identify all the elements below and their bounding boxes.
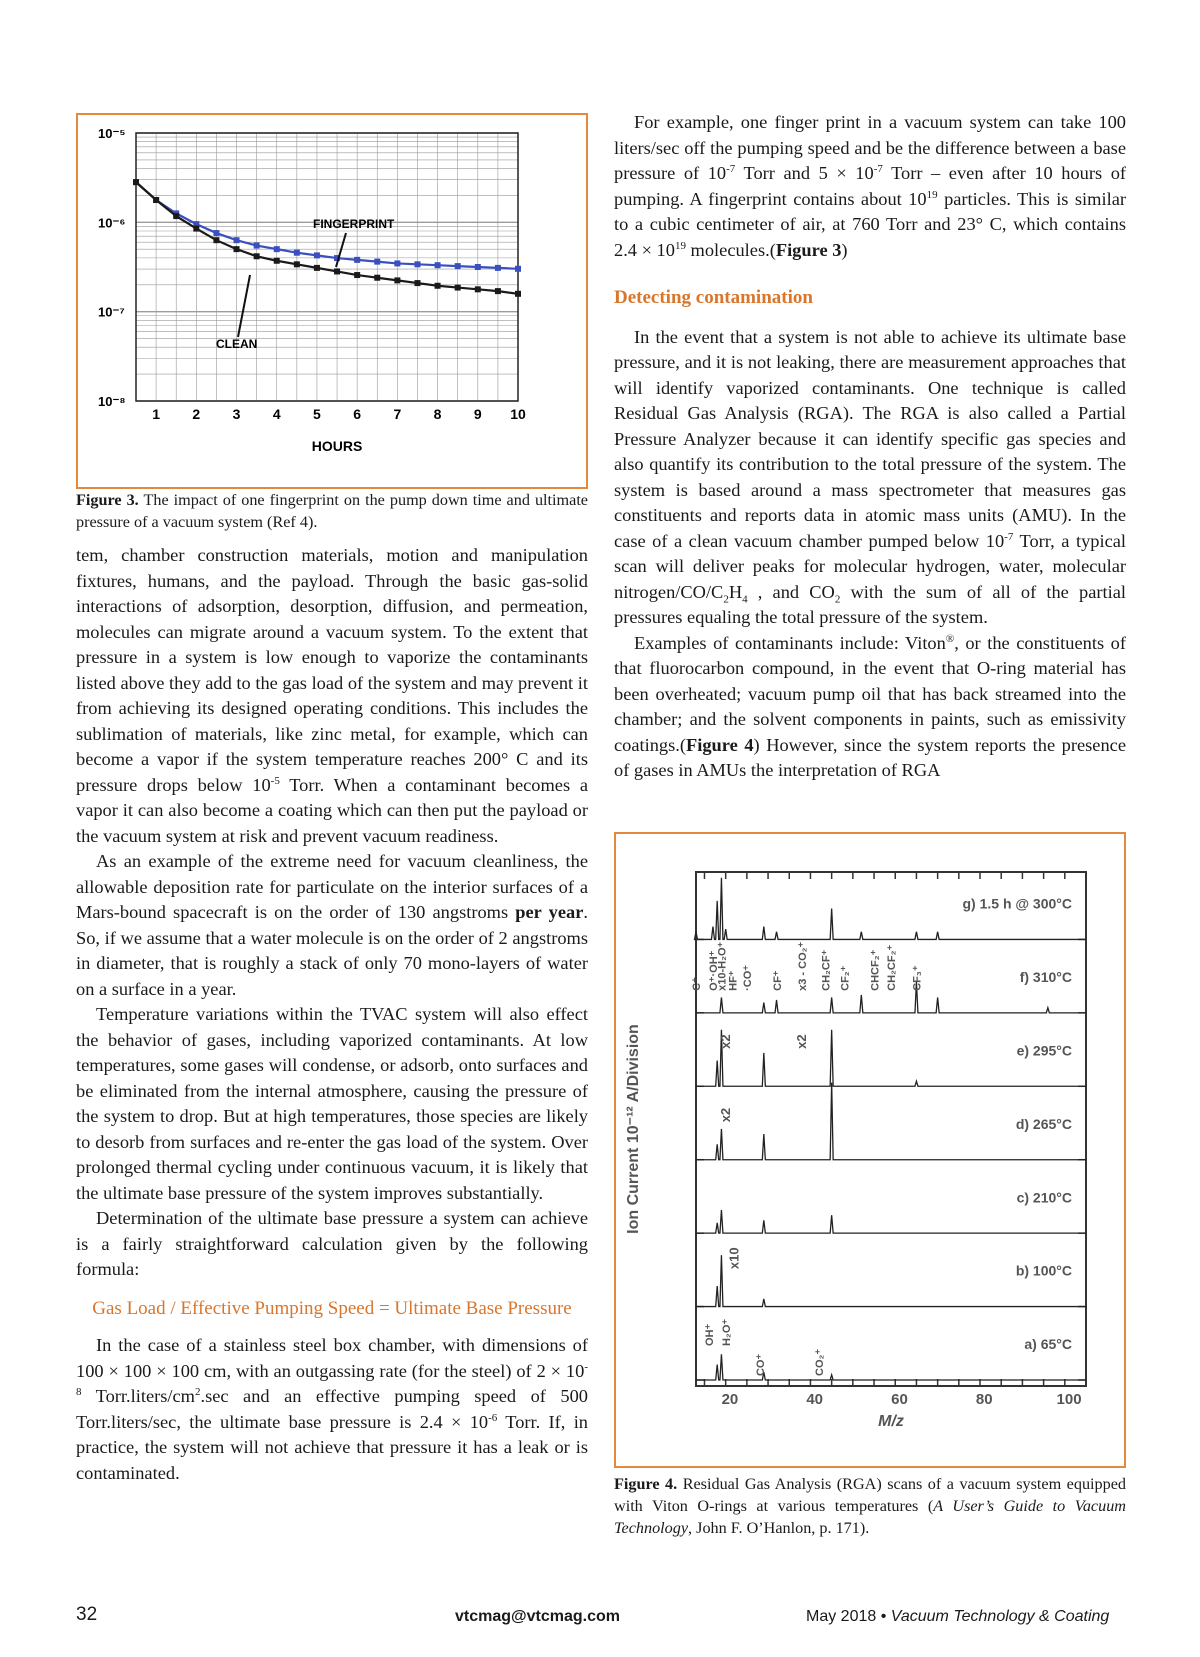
- x-tick-label: 40: [806, 1391, 824, 1408]
- data-point: [193, 226, 199, 232]
- data-point: [354, 257, 360, 263]
- data-point: [455, 263, 461, 269]
- data-point: [495, 288, 501, 294]
- left-paragraph-4: Determination of the ultimate base pressure a system can achieve is a fairly straightforward calculation given by the following formula:: [76, 1208, 588, 1279]
- data-point: [515, 266, 521, 272]
- page-number: 32: [76, 1604, 98, 1625]
- left-column-text: [76, 543, 588, 1486]
- right-p1-sup2: -7: [873, 162, 883, 175]
- right-paragraph-3: [614, 631, 1126, 784]
- right-p3-b: , or the constituents of that fluorocarbon compound, in the event that O-ring material has been overheated; vacuum pump oil that has back streamed into the chamber; and the solvent components in paints, such as emissivity coatings.(: [614, 632, 1126, 755]
- right-p2-sub3: 2: [834, 593, 841, 606]
- left-p2-end: . So, if we assume that a water molecule is on the order of 2 angstroms in diameter, that is roughly a stack of only 70 mono-layers of water on a surface in a year.: [76, 902, 588, 999]
- series-label: f) 310°C: [1019, 969, 1072, 986]
- left-p1-text: tem, chamber construction materials, motion and manipulation fixtures, humans, and the payload. Through the basic gas-solid interactions of adsorption, desorption, diffusion, and permeation, molecules can migrate around a vacuum system. To the extent that pressure in a system is low enough to vaporize the contaminants listed above they add to the gas load of the system and may prevent it from achieving its designed operating conditions. This includes the sublimation of materials, like zinc metal, for example, which can become a vapor if the system temperature reaches 200° C and its pressure drops below 10: [76, 545, 588, 795]
- peak-label: OH⁺: [703, 1323, 716, 1346]
- right-p1-e: molecules.(: [685, 239, 776, 260]
- data-point: [153, 197, 159, 203]
- x-tick-label: 2: [192, 406, 201, 422]
- right-p1-sup1: -7: [726, 162, 736, 175]
- figure-4-box: [614, 832, 1126, 1468]
- figure-4-caption-label: Figure 4.: [614, 1475, 678, 1493]
- right-p2-a: In the event that a system is not able to achieve its ultimate base pressure, and it is not leaking, there are measurement approaches that will identify vaporized contaminants. One technique is called Residual Gas Analysis (RGA). The RGA is also called a Partial Pressure Analyzer because it can identify specific gas species and also quantify its contribution to the total pressure of the system. The system is based around a mass spectrometer that measures gas constituents and reports data in atomic mass units (AMU). In the case of a clean vacuum chamber pumped below 10: [614, 326, 1126, 551]
- scale-label: x2: [717, 1107, 733, 1123]
- right-p1-f: ): [841, 239, 848, 260]
- data-point: [294, 261, 300, 267]
- left-p5-b: Torr.liters/cm: [81, 1386, 195, 1406]
- left-p2-start: As an example of the extreme need for vacuum cleanliness, the allowable deposition rate for particulate on the interior surfaces of a Mars-bound spacecraft is on the order of 130 angstroms: [76, 851, 588, 922]
- data-point: [274, 246, 280, 252]
- right-p1-b: Torr and 5 × 10: [735, 163, 874, 183]
- spectrum-trace: [696, 1210, 1086, 1233]
- data-point: [274, 258, 280, 264]
- left-paragraph-2: [76, 849, 588, 1002]
- data-point: [455, 285, 461, 291]
- peak-label: CHCF₂⁺: [869, 949, 882, 991]
- x-tick-label: 9: [473, 406, 482, 422]
- annotation-clean: CLEAN: [216, 337, 258, 351]
- data-point: [133, 179, 139, 185]
- data-point: [475, 264, 481, 270]
- data-point: [173, 213, 179, 219]
- peak-label: O⁺·OH⁺: [708, 950, 721, 991]
- right-paragraph-1: [614, 110, 1126, 263]
- x-tick-label: 20: [721, 1391, 739, 1408]
- peak-label: ·CO⁺: [742, 964, 755, 991]
- data-point: [374, 259, 380, 265]
- figure-3-caption-label: Figure 3.: [76, 491, 139, 509]
- x-tick-label: 1: [152, 406, 161, 422]
- right-p1-c: Torr – even after 10 hours of pumping. A fingerprint contains about 10: [614, 163, 1127, 209]
- series-label: b) 100°C: [1015, 1262, 1072, 1279]
- x-tick-label: 3: [232, 406, 241, 422]
- scale-label: x2: [717, 1034, 733, 1049]
- peak-label: CF₃⁺: [911, 965, 924, 991]
- series-label: e) 295°C: [1016, 1042, 1072, 1059]
- data-point: [334, 268, 340, 274]
- peak-label: CO⁺: [754, 1353, 767, 1376]
- figure-3-box: [76, 113, 588, 489]
- footer-email[interactable]: vtcmag@vtcmag.com: [455, 1608, 620, 1625]
- data-point: [414, 280, 420, 286]
- annotation-arrow: [336, 233, 346, 267]
- x-tick-label: 80: [975, 1391, 993, 1408]
- peak-label: CH₂CF⁺: [820, 949, 833, 991]
- right-column-text: [614, 110, 1126, 784]
- figure-3-caption: [76, 489, 588, 533]
- annotation-arrow: [238, 275, 250, 337]
- right-p1-d: particles. This is similar to a cubic centimeter of air, at 760 Torr and 23° C, which contains 2.4 × 10: [614, 188, 1126, 260]
- left-p5-sup3: -6: [488, 1411, 498, 1424]
- left-p1-sup: -5: [270, 774, 280, 787]
- right-p2-d: , and CO: [747, 581, 835, 602]
- data-point: [435, 262, 441, 268]
- peak-label: H₂O⁺: [720, 1318, 733, 1346]
- y-axis-label: Ion Current 10⁻¹² A/Division: [625, 1024, 642, 1234]
- left-p1-end: Torr. When a contaminant becomes a vapor it can also become a coating which can then put the payload or the vacuum system at risk and prevent vacuum readiness.: [76, 774, 588, 846]
- left-p5-sup1: -8: [76, 1360, 588, 1398]
- x-axis-label: HOURS: [311, 438, 363, 454]
- x-tick-label: 8: [433, 406, 442, 422]
- peak-label: CH₂CF₂⁺: [886, 944, 899, 991]
- y-tick-label: 10⁻⁵: [98, 126, 126, 141]
- data-point: [314, 265, 320, 271]
- left-p5-d: Torr. If, in practice, the system will not achieve that pressure it has a leak or is contaminated.: [76, 1411, 588, 1483]
- series-label: a) 65°C: [1024, 1336, 1072, 1353]
- y-tick-label: 10⁻⁶: [98, 215, 126, 231]
- right-p2-sub2: 4: [742, 593, 748, 606]
- peak-label: HF⁺: [727, 970, 740, 991]
- right-p2-b: Torr, a typical scan will deliver peaks for molecular hydrogen, water, molecular nitrogen/CO/C: [614, 530, 1127, 602]
- left-p5-sup2: 2: [194, 1385, 201, 1398]
- formula: Gas Load / Effective Pumping Speed = Ultimate Base Pressure: [92, 1297, 572, 1319]
- y-tick-label: 10⁻⁷: [98, 304, 125, 320]
- series-label: d) 265°C: [1015, 1115, 1072, 1132]
- right-p2-sup: -7: [1004, 530, 1014, 543]
- data-point: [213, 237, 219, 243]
- right-p2-e: with the sum of all of the partial pressures equaling the total pressure of the system.: [614, 581, 1126, 627]
- figure-4-caption-b: , John F. O’Hanlon, p. 171).: [688, 1519, 870, 1537]
- right-p1-a: For example, one finger print in a vacuum system can take 100 liters/sec off the pumping speed and be the difference between a base pressure of 10: [614, 112, 1126, 183]
- right-paragraph-2: [614, 325, 1126, 631]
- x-tick-label: 10: [510, 406, 526, 422]
- right-p1-sup3: 19: [926, 188, 938, 201]
- x-tick-label: 100: [1056, 1391, 1082, 1408]
- right-p3-a: Examples of contaminants include: Viton: [634, 632, 946, 653]
- right-p3-bold: Figure 4: [686, 734, 754, 755]
- data-point: [435, 283, 441, 289]
- data-point: [354, 272, 360, 278]
- data-point: [314, 252, 320, 258]
- data-point: [234, 237, 240, 243]
- data-point: [515, 291, 521, 297]
- subhead-detecting-contamination: Detecting contamination: [614, 287, 813, 308]
- right-p2-sub1: 2: [723, 593, 729, 606]
- data-point: [254, 253, 260, 259]
- footer-publication-info: [806, 1608, 1109, 1626]
- right-p2-c: H: [728, 581, 743, 602]
- data-point: [294, 250, 300, 256]
- data-point: [234, 246, 240, 252]
- footer-date: May 2018: [806, 1608, 877, 1625]
- x-tick-label: 5: [313, 406, 321, 422]
- series-label: g) 1.5 h @ 300°C: [962, 895, 1072, 912]
- peak-label: x10-H₂O⁺: [716, 941, 729, 991]
- series-label: c) 210°C: [1016, 1189, 1072, 1206]
- figure-3-chart: [78, 115, 586, 487]
- right-p3-sup: ®: [945, 632, 955, 645]
- footer-publication: Vacuum Technology & Coating: [890, 1608, 1110, 1625]
- peak-label: x3 - CO₂⁺: [797, 941, 810, 991]
- data-point: [374, 275, 380, 281]
- annotation-fingerprint: FINGERPRINT: [313, 217, 395, 231]
- x-tick-label: 4: [272, 406, 281, 422]
- y-tick-label: 10⁻⁸: [98, 394, 126, 409]
- data-point: [414, 261, 420, 267]
- peak-label: CF₂⁺: [839, 965, 852, 991]
- figure-3-caption-text: The impact of one fingerprint on the pump down time and ultimate pressure of a vacuum system (Ref 4).: [76, 491, 588, 531]
- scale-label: x2: [794, 1034, 810, 1049]
- data-point: [254, 243, 260, 249]
- left-p5-a: In the case of a stainless steel box chamber, with dimensions of 100 × 100 × 100 cm, with an outgassing rate (for the steel) of 2 × 10: [76, 1335, 588, 1381]
- figure-4-chart: [616, 834, 1124, 1466]
- x-tick-label: 7: [393, 406, 402, 422]
- figure-4-caption: [614, 1473, 1126, 1539]
- left-paragraph-1: [76, 543, 588, 849]
- figure-4-caption-a: Residual Gas Analysis (RGA) scans of a vacuum system equipped with Viton O-rings at various temperatures (: [614, 1475, 1126, 1515]
- x-tick-label: 6: [353, 406, 362, 422]
- series-line-clean: [136, 182, 518, 294]
- data-point: [394, 260, 400, 266]
- peak-label: CF⁺: [771, 970, 784, 991]
- x-tick-label: 60: [891, 1391, 908, 1408]
- right-p1-sup4: 19: [674, 239, 686, 252]
- scale-label: x10: [726, 1247, 742, 1270]
- left-p2-bold: per year: [515, 902, 584, 922]
- data-point: [495, 265, 501, 271]
- x-axis-label: M/z: [878, 1413, 904, 1430]
- left-p5-c: .sec and an effective pumping speed of 500 Torr.liters/sec, the ultimate base pressure is 2.4 × 10: [76, 1386, 589, 1432]
- left-paragraph-3: Temperature variations within the TVAC system will also effect the behavior of gases, including vaporized contaminants. At low temperatures, some gases will condense, or adsorb, onto surfaces and be eliminated from the internal atmosphere, causing the pressure of the system to drop. But at high temperatures, those species are likely to desorb from surfaces and re-enter the gas load of the system. Over prolonged thermal cycling under continuous vacuum, it is likely that the ultimate base pressure of the system improves substantially.: [76, 1004, 588, 1203]
- peak-label: C⁺: [691, 977, 704, 991]
- data-point: [213, 230, 219, 236]
- peak-label: CO₂⁺: [814, 1348, 827, 1376]
- figure-4-caption-italic: A User’s Guide to Vacuum Technology: [614, 1497, 1126, 1537]
- right-p3-c: ) However, since the system reports the presence of gases in AMUs the interpretation of RGA: [614, 734, 1126, 780]
- right-p1-bold: Figure 3: [775, 239, 842, 260]
- data-point: [394, 277, 400, 283]
- left-paragraph-5: [76, 1333, 588, 1486]
- footer-bullet: •: [880, 1608, 887, 1625]
- data-point: [475, 286, 481, 292]
